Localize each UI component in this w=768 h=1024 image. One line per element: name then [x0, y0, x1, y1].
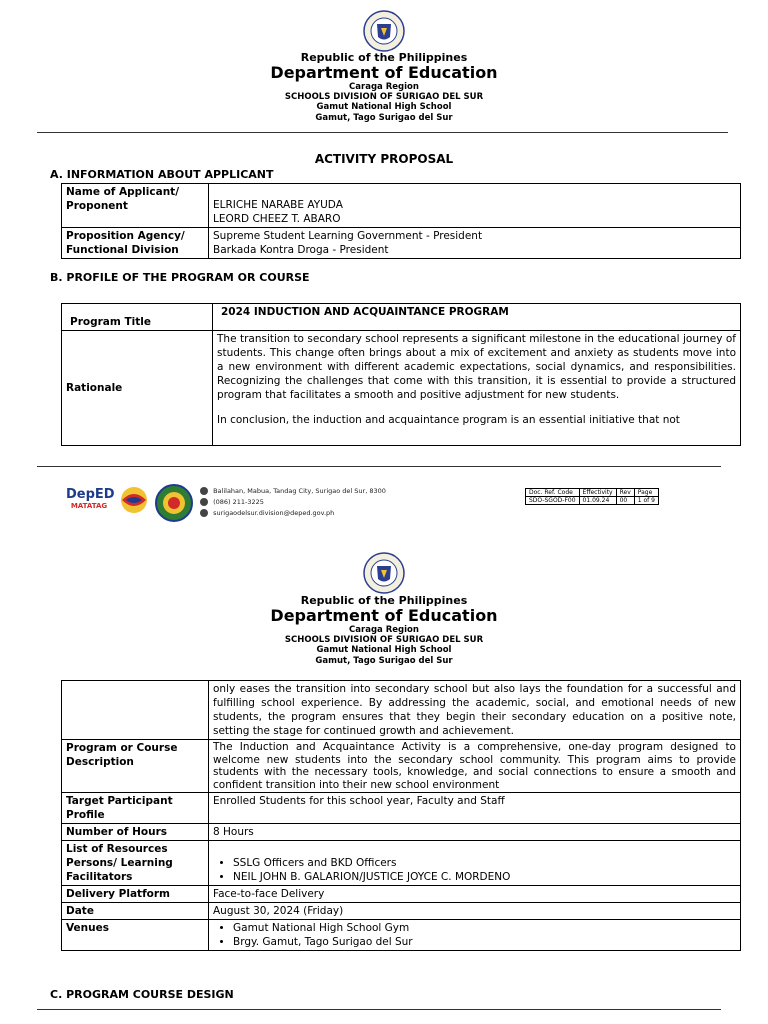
- deped-logo-text: DepED: [66, 487, 115, 502]
- school-address: Gamut, Tago Surigao del Sur: [315, 656, 453, 666]
- rationale-cell: [213, 331, 741, 446]
- resources-label: List of Resources Persons/ Learning Facilitators: [62, 841, 209, 886]
- ref-value-page: 1 of 9: [634, 497, 658, 505]
- venues-cell: [209, 920, 741, 951]
- table-row: [62, 228, 741, 259]
- deped-seal-icon: [363, 10, 405, 52]
- division-seal-icon: [155, 484, 193, 522]
- name-label: Name of Applicant/ Proponent: [62, 184, 209, 228]
- agency-cell: [209, 228, 741, 259]
- table-row: [62, 793, 741, 824]
- program-title-value: 2024 INDUCTION AND ACQUAINTANCE PROGRAM: [213, 304, 741, 331]
- department-title: Department of Education: [270, 606, 498, 625]
- school-address: Gamut, Tago Surigao del Sur: [315, 113, 453, 123]
- ref-header-effectivity: Effectivity: [579, 489, 616, 497]
- footer-phone-row: [200, 497, 386, 508]
- footer-email: surigaodelsur.division@deped.gov.ph: [213, 509, 335, 517]
- program-title-label: Program Title: [62, 304, 213, 331]
- table-row: [526, 497, 659, 505]
- section-b-heading: B. PROFILE OF THE PROGRAM OR COURSE: [50, 271, 310, 284]
- table-row: [62, 681, 741, 740]
- target-value: Enrolled Students for this school year, Faculty and Staff: [209, 793, 741, 824]
- venues-label: Venues: [62, 920, 209, 951]
- school-name: Gamut National High School: [316, 102, 452, 112]
- hours-label: Number of Hours: [62, 824, 209, 841]
- resources-cell: [209, 841, 741, 886]
- ref-value-effectivity: 01.09.24: [579, 497, 616, 505]
- ref-value-code: SDO-SGOD-F00: [526, 497, 580, 505]
- target-label: Target Participant Profile: [62, 793, 209, 824]
- bagong-pilipinas-logo-icon: [116, 484, 152, 520]
- ref-value-rev: 00: [616, 497, 634, 505]
- table-row: [62, 184, 741, 228]
- platform-label: Delivery Platform: [62, 886, 209, 903]
- republic-text: Republic of the Philippines: [300, 51, 468, 64]
- program-details-table: [61, 680, 741, 951]
- ref-header-page: Page: [634, 489, 658, 497]
- agency-2: Barkada Kontra Droga - President: [213, 244, 389, 256]
- table-row: [62, 331, 741, 446]
- rationale-paragraph-1: The transition to secondary school represents a significant milestone in the educational journey of students. This change often brings about a mix of excitement and anxiety as students move into a new environment with different academic expectations, social dynamics, and responsibilities. Recognizing the challenges that come with this transition, it is essential to provide a structured program that facilitates a smooth and positive adjustment for new students.: [217, 333, 736, 401]
- deped-seal-icon: [363, 552, 405, 594]
- department-title: Department of Education: [270, 63, 498, 82]
- email-icon: [200, 509, 208, 517]
- hours-value: 8 Hours: [209, 824, 741, 841]
- division-text: SCHOOLS DIVISION OF SURIGAO DEL SUR: [284, 92, 484, 102]
- agency-label: Proposition Agency/ Functional Division: [62, 228, 209, 259]
- platform-value: Face-to-face Delivery: [209, 886, 741, 903]
- bottom-divider: [37, 1009, 721, 1010]
- date-label: Date: [62, 903, 209, 920]
- table-row: [62, 841, 741, 886]
- header-divider: [37, 132, 728, 133]
- venue-item-2: • Brgy. Gamut, Tago Surigao del Sur: [233, 935, 736, 949]
- rationale-continued: only eases the transition into secondary school but also lays the foundation for a successful and fulfilling school experience. By addressing the academic, social, and emotional needs of new students, the program ensures that they begin their secondary education on a positive note, setting the stage for continued growth and achievement.: [209, 681, 741, 740]
- table-row: [62, 824, 741, 841]
- rationale-paragraph-2: In conclusion, the induction and acquaintance program is an essential initiative that not: [217, 414, 680, 426]
- resource-item-1: • SSLG Officers and BKD Officers: [233, 856, 736, 870]
- venue-item-1: • Gamut National High School Gym: [233, 921, 736, 935]
- document-title: ACTIVITY PROPOSAL: [314, 152, 454, 166]
- footer-address: Balilahan, Mabua, Tandag City, Surigao del Sur, 8300: [213, 487, 386, 495]
- name-1: ELRICHE NARABE AYUDA: [213, 199, 343, 211]
- section-a-heading: A. INFORMATION ABOUT APPLICANT: [50, 168, 274, 181]
- document-reference-table: [525, 488, 659, 505]
- region-text: Caraga Region: [349, 82, 419, 92]
- resource-item-2: • NEIL JOHN B. GALARION/JUSTICE JOYCE C. MORDENO: [233, 870, 736, 884]
- footer-phone: (086) 211-3225: [213, 498, 264, 506]
- location-icon: [200, 487, 208, 495]
- ref-header-code: Doc. Ref. Code: [526, 489, 580, 497]
- applicant-table: [61, 183, 741, 259]
- table-row: [62, 920, 741, 951]
- name-2: LEORD CHEEZ T. ABARO: [213, 213, 341, 225]
- table-row: [62, 304, 741, 331]
- program-table: [61, 303, 741, 446]
- footer-email-row: [200, 508, 386, 519]
- phone-icon: [200, 498, 208, 506]
- date-value: August 30, 2024 (Friday): [209, 903, 741, 920]
- table-row: [62, 886, 741, 903]
- school-name: Gamut National High School: [316, 645, 452, 655]
- matatag-text: MATATAG: [70, 502, 108, 510]
- empty-label-cell: [62, 681, 209, 740]
- footer-contact: [200, 486, 386, 519]
- names-cell: [209, 184, 741, 228]
- section-c-heading: C. PROGRAM COURSE DESIGN: [50, 988, 234, 1001]
- footer-address-row: [200, 486, 386, 497]
- republic-text: Republic of the Philippines: [300, 594, 468, 607]
- footer-divider: [37, 466, 721, 467]
- description-value: The Induction and Acquaintance Activity is a comprehensive, one-day program designed to welcome new students into the secondary school community. This program aims to provide students with the necessary tools, knowledge, and social connections to ensure a smooth and confident transition into their new school environment: [209, 740, 741, 793]
- division-text: SCHOOLS DIVISION OF SURIGAO DEL SUR: [284, 635, 484, 645]
- table-row: [62, 903, 741, 920]
- description-label: Program or Course Description: [62, 740, 209, 793]
- table-row: [62, 740, 741, 793]
- region-text: Caraga Region: [349, 625, 419, 635]
- ref-header-rev: Rev: [616, 489, 634, 497]
- table-row: [526, 489, 659, 497]
- rationale-label: Rationale: [62, 331, 213, 446]
- agency-1: Supreme Student Learning Government - President: [213, 230, 483, 242]
- deped-logo: [66, 487, 115, 510]
